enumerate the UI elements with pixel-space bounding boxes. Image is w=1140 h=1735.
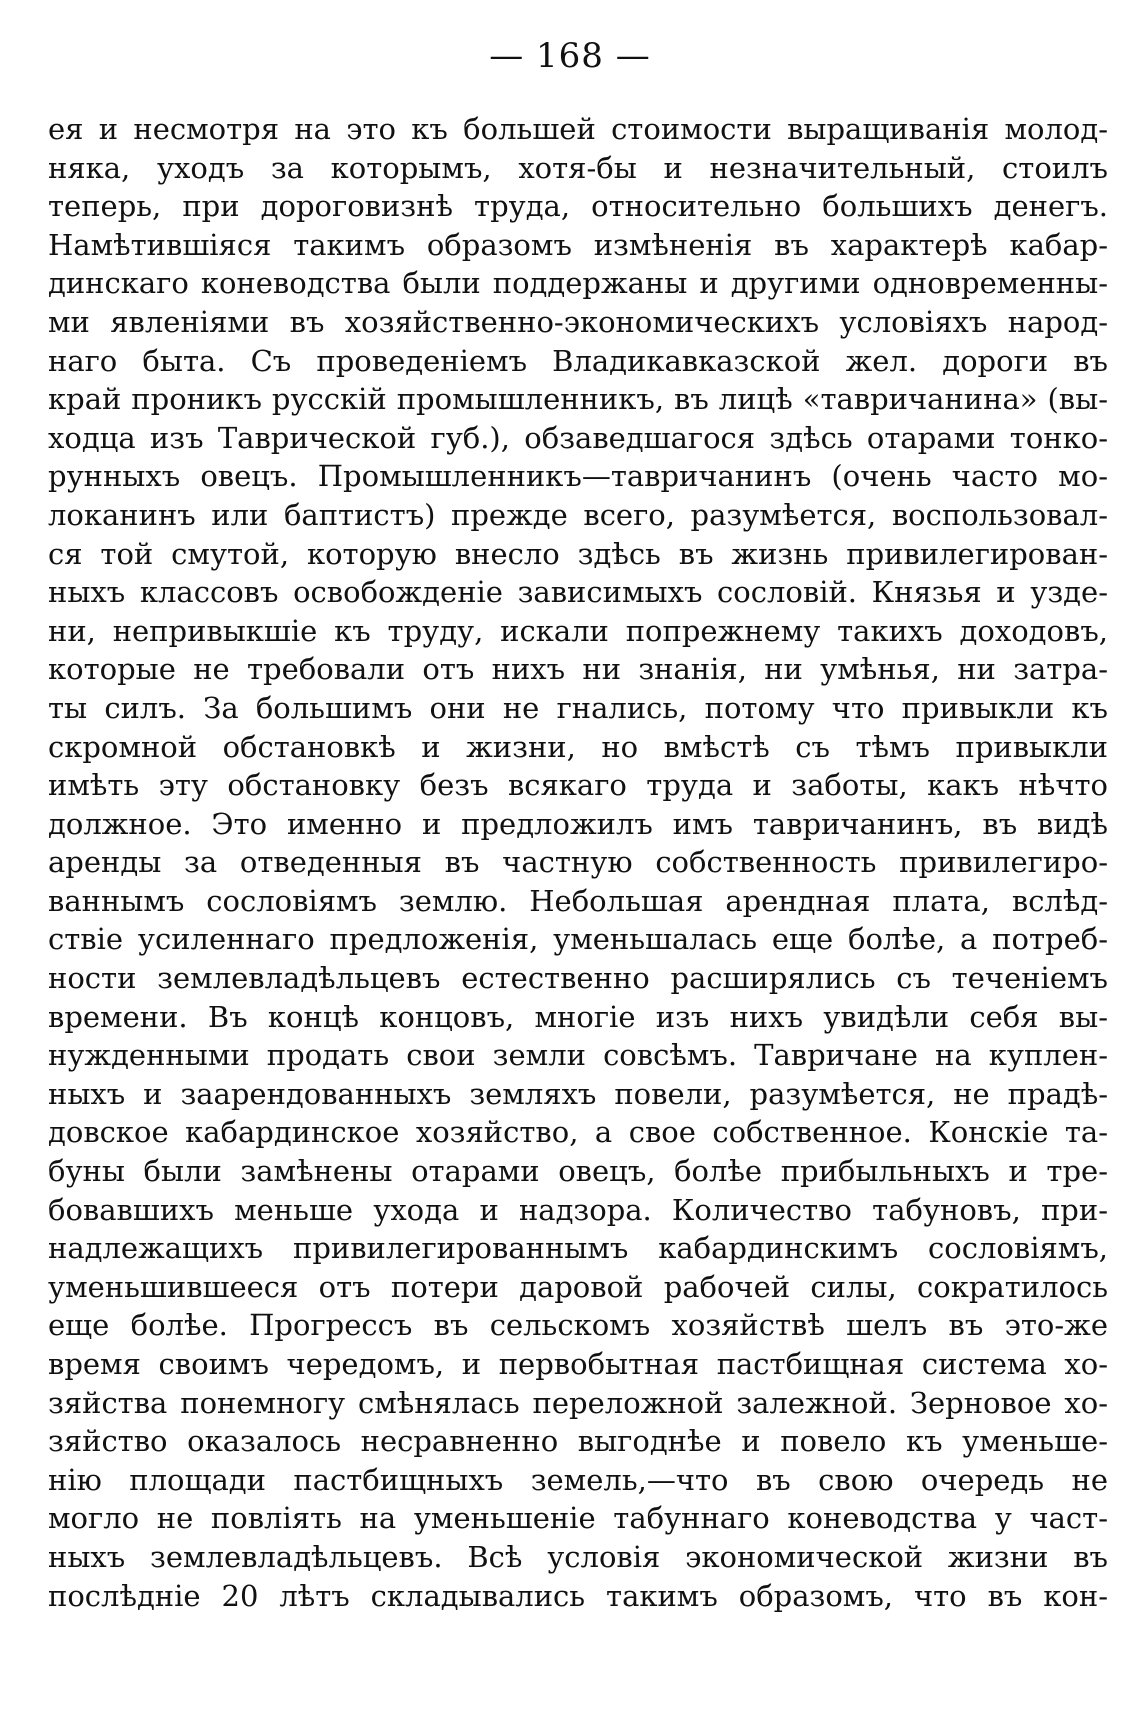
text-line: надлежащихъ привилегированнымъ кабардинскимъ сословіямъ, [48, 1231, 1108, 1266]
text-line: рунныхъ овецъ. Промышленникъ—тавричанинъ (очень часто мо- [48, 459, 1108, 494]
text-line: ныхъ и заарендованныхъ земляхъ повели, разумѣется, не прадѣ- [48, 1076, 1108, 1111]
text-line: ности землевладѣльцевъ естественно расширялись съ теченіемъ [48, 961, 1108, 996]
text-line: теперь, при дороговизнѣ труда, относительно большихъ денегъ. [48, 189, 1108, 224]
text-line: ни, непривыкшіе къ труду, искали попрежнему такихъ доходовъ, [48, 613, 1108, 648]
page-number: — 168 — [489, 36, 651, 76]
text-line: ныхъ классовъ освобожденіе зависимыхъ сословій. Князья и узде- [48, 575, 1108, 610]
text-line: довское кабардинское хозяйство, а свое собственное. Конскіе та- [48, 1115, 1108, 1150]
text-line: уменьшившееся отъ потери даровой рабочей силы, сократилось [48, 1269, 1108, 1304]
text-line: могло не повліять на уменьшеніе табуннаго коневодства у част- [48, 1501, 1108, 1536]
text-line: имѣть эту обстановку безъ всякаго труда и заботы, какъ нѣчто [48, 768, 1108, 803]
text-line: буны были замѣнены отарами овецъ, болѣе прибыльныхъ и тре- [48, 1154, 1108, 1189]
text-line: еще болѣе. Прогрессъ въ сельскомъ хозяйствѣ шелъ въ это-же [48, 1308, 1108, 1343]
text-line: нужденными продать свои земли совсѣмъ. Тавричане на куплен- [48, 1038, 1108, 1073]
text-line: наго быта. Съ проведеніемъ Владикавказской жел. дороги въ [48, 343, 1108, 378]
text-line: ты силъ. За большимъ они не гнались, потому что привыкли къ [48, 690, 1108, 725]
text-line: ходца изъ Таврической губ.), обзаведшагося здѣсь отарами тонко- [48, 420, 1108, 455]
text-line: ея и несмотря на это къ большей стоимости выращиванія молод- [48, 112, 1108, 146]
text-line: бовавшихъ меньше ухода и надзора. Количество табуновъ, при- [48, 1192, 1108, 1227]
text-line: послѣдніе 20 лѣтъ складывались такимъ образомъ, что въ кон- [48, 1578, 1108, 1613]
text-line: локанинъ или баптистъ) прежде всего, разумѣется, воспользовал- [48, 497, 1108, 532]
body-text [48, 110, 1108, 1615]
text-line: зяйства понемногу смѣнялась переложной залежной. Зерновое хо- [48, 1385, 1108, 1420]
text-line: аренды за отведенныя въ частную собственность привилегиро- [48, 845, 1108, 880]
text-line: скромной обстановкѣ и жизни, но вмѣстѣ съ тѣмъ привыкли [48, 729, 1108, 764]
text-line: динскаго коневодства были поддержаны и другими одновременны- [48, 266, 1108, 301]
text-line: должное. Это именно и предложилъ имъ тавричанинъ, въ видѣ [48, 806, 1108, 841]
text-line: ми явленіями въ хозяйственно-экономическихъ условіяхъ народ- [48, 304, 1108, 339]
text-line: время своимъ чередомъ, и первобытная пастбищная система хо- [48, 1347, 1108, 1381]
text-line: няка, уходъ за которымъ, хотя-бы и незначительный, стоилъ [48, 150, 1108, 185]
text-line: ся той смутой, которую внесло здѣсь въ жизнь привилегирован- [48, 536, 1108, 571]
text-line: Намѣтившіяся такимъ образомъ измѣненія въ характерѣ кабар- [48, 227, 1108, 262]
text-line: край проникъ русскій промышленникъ, въ лицѣ «тавричанина» (вы- [48, 382, 1108, 417]
text-line: ствіе усиленнаго предложенія, уменьшалась еще болѣе, а потреб- [48, 922, 1108, 957]
text-line: ваннымъ сословіямъ землю. Небольшая арендная плата, вслѣд- [48, 883, 1108, 918]
text-line: времени. Въ концѣ концовъ, многіе изъ нихъ увидѣли себя вы- [48, 999, 1108, 1034]
text-line: зяйство оказалось несравненно выгоднѣе и повело къ уменьше- [48, 1424, 1108, 1459]
text-line: ныхъ землевладѣльцевъ. Всѣ условія экономической жизни въ [48, 1539, 1108, 1574]
text-line: нію площади пастбищныхъ земель,—что въ свою очередь не [48, 1462, 1108, 1497]
text-line: которые не требовали отъ нихъ ни знанія, ни умѣнья, ни затра- [48, 652, 1108, 687]
